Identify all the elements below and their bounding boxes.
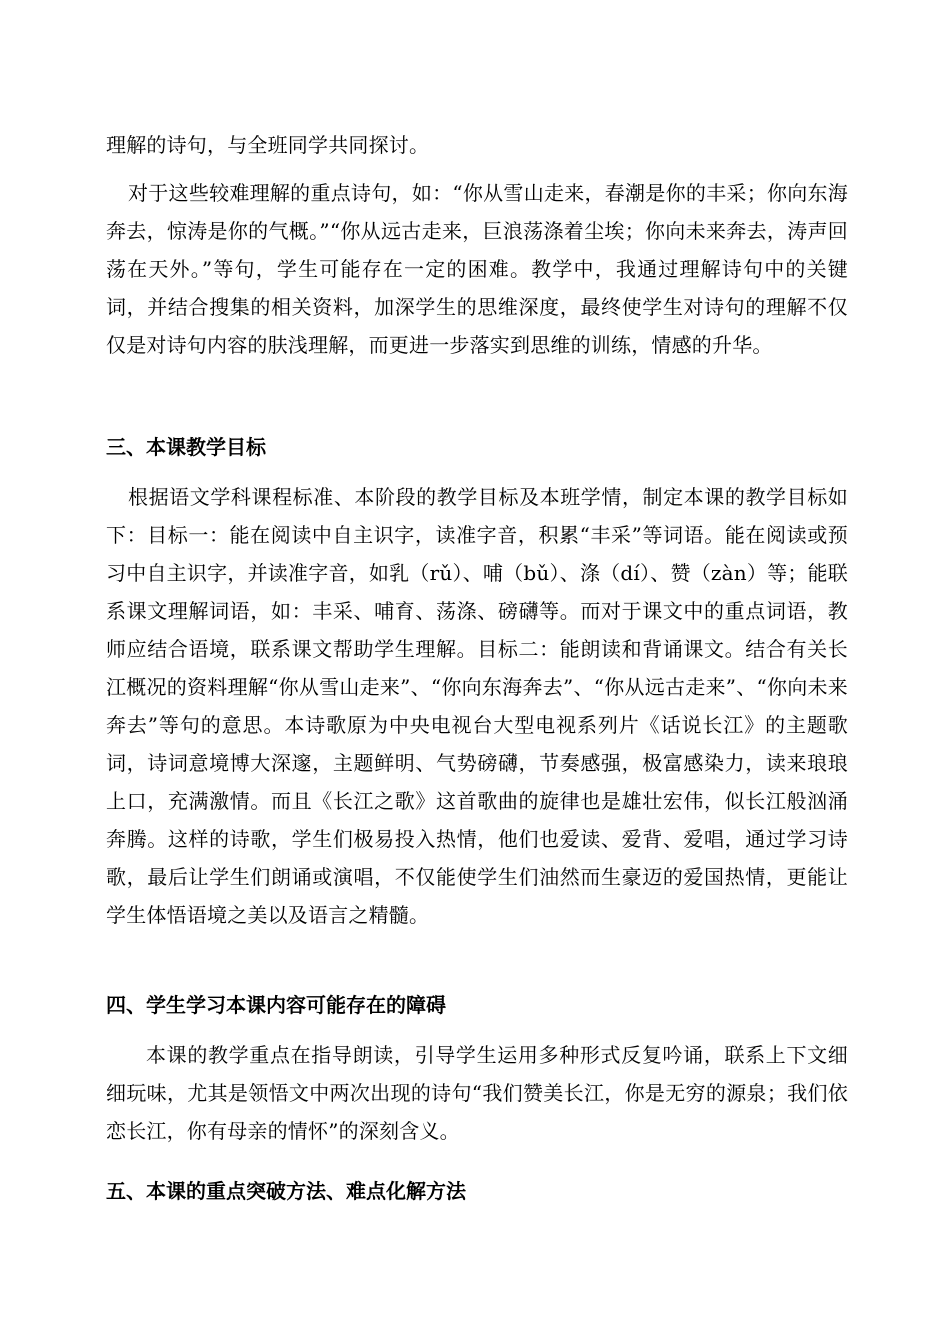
section-heading-4: 四、学生学习本课内容可能存在的障碍 bbox=[106, 993, 446, 1017]
paragraph-difficult-lines: 对于这些较难理解的重点诗句，如：“你从雪山走来，春潮是你的丰采；你向东海奔去，惊涛是你的气概。”“你从远古走来，巨浪荡涤着尘埃；你向未来奔去，涛声回荡在天外。”等句，学生可能存在一定的困难。教学中，我通过理解诗句中的关键词，并结合搜集的相关资料，加深学生的思维深度，最终使学生对诗句的理解不仅仅是对诗句内容的肤浅理解，而更进一步落实到思维的训练，情感的升华。 bbox=[106, 181, 848, 357]
paragraph-continuation: 理解的诗句，与全班同学共同探讨。 bbox=[106, 133, 430, 157]
paragraph-teaching-goals: 根据语文学科课程标准、本阶段的教学目标及本班学情，制定本课的教学目标如下：目标一：能在阅读中自主识字，读准字音，积累“丰采”等词语。能在阅读或预习中自主识字，并读准字音，如乳（rǔ）、哺（bǔ）、涤（dí）、赞（zàn）等；能联系课文理解词语，如：丰采、哺育、荡涤、磅礴等。而对于课文中的重点词语，教师应结合语境，联系课文帮助学生理解。目标二：能朗读和背诵课文。结合有关长江概况的资料理解“你从雪山走来”、“你向东海奔去”、“你从远古走来”、“你向未来奔去”等句的意思。本诗歌原为中央电视台大型电视系列片《话说长江》的主题歌词，诗词意境博大深邃，主题鲜明、气势磅礴，节奏感强，极富感染力，读来琅琅上口，充满激情。而且《长江之歌》这首歌曲的旋律也是雄壮宏伟，似长江般汹涌奔腾。这样的诗歌，学生们极易投入热情，他们也爱读、爱背、爱唱，通过学习诗歌，最后让学生们朗诵或演唱，不仅能使学生们油然而生豪迈的爱国热情，更能让学生体悟语境之美以及语言之精髓。 bbox=[106, 485, 848, 927]
paragraph-obstacles: 本课的教学重点在指导朗读，引导学生运用多种形式反复吟诵，联系上下文细细玩味，尤其是领悟文中两次出现的诗句“我们赞美长江，你是无穷的源泉；我们依恋长江，你有母亲的情怀”的深刻含义。 bbox=[106, 1043, 848, 1143]
section-heading-5: 五、本课的重点突破方法、难点化解方法 bbox=[106, 1179, 466, 1203]
section-heading-3: 三、本课教学目标 bbox=[106, 435, 266, 459]
